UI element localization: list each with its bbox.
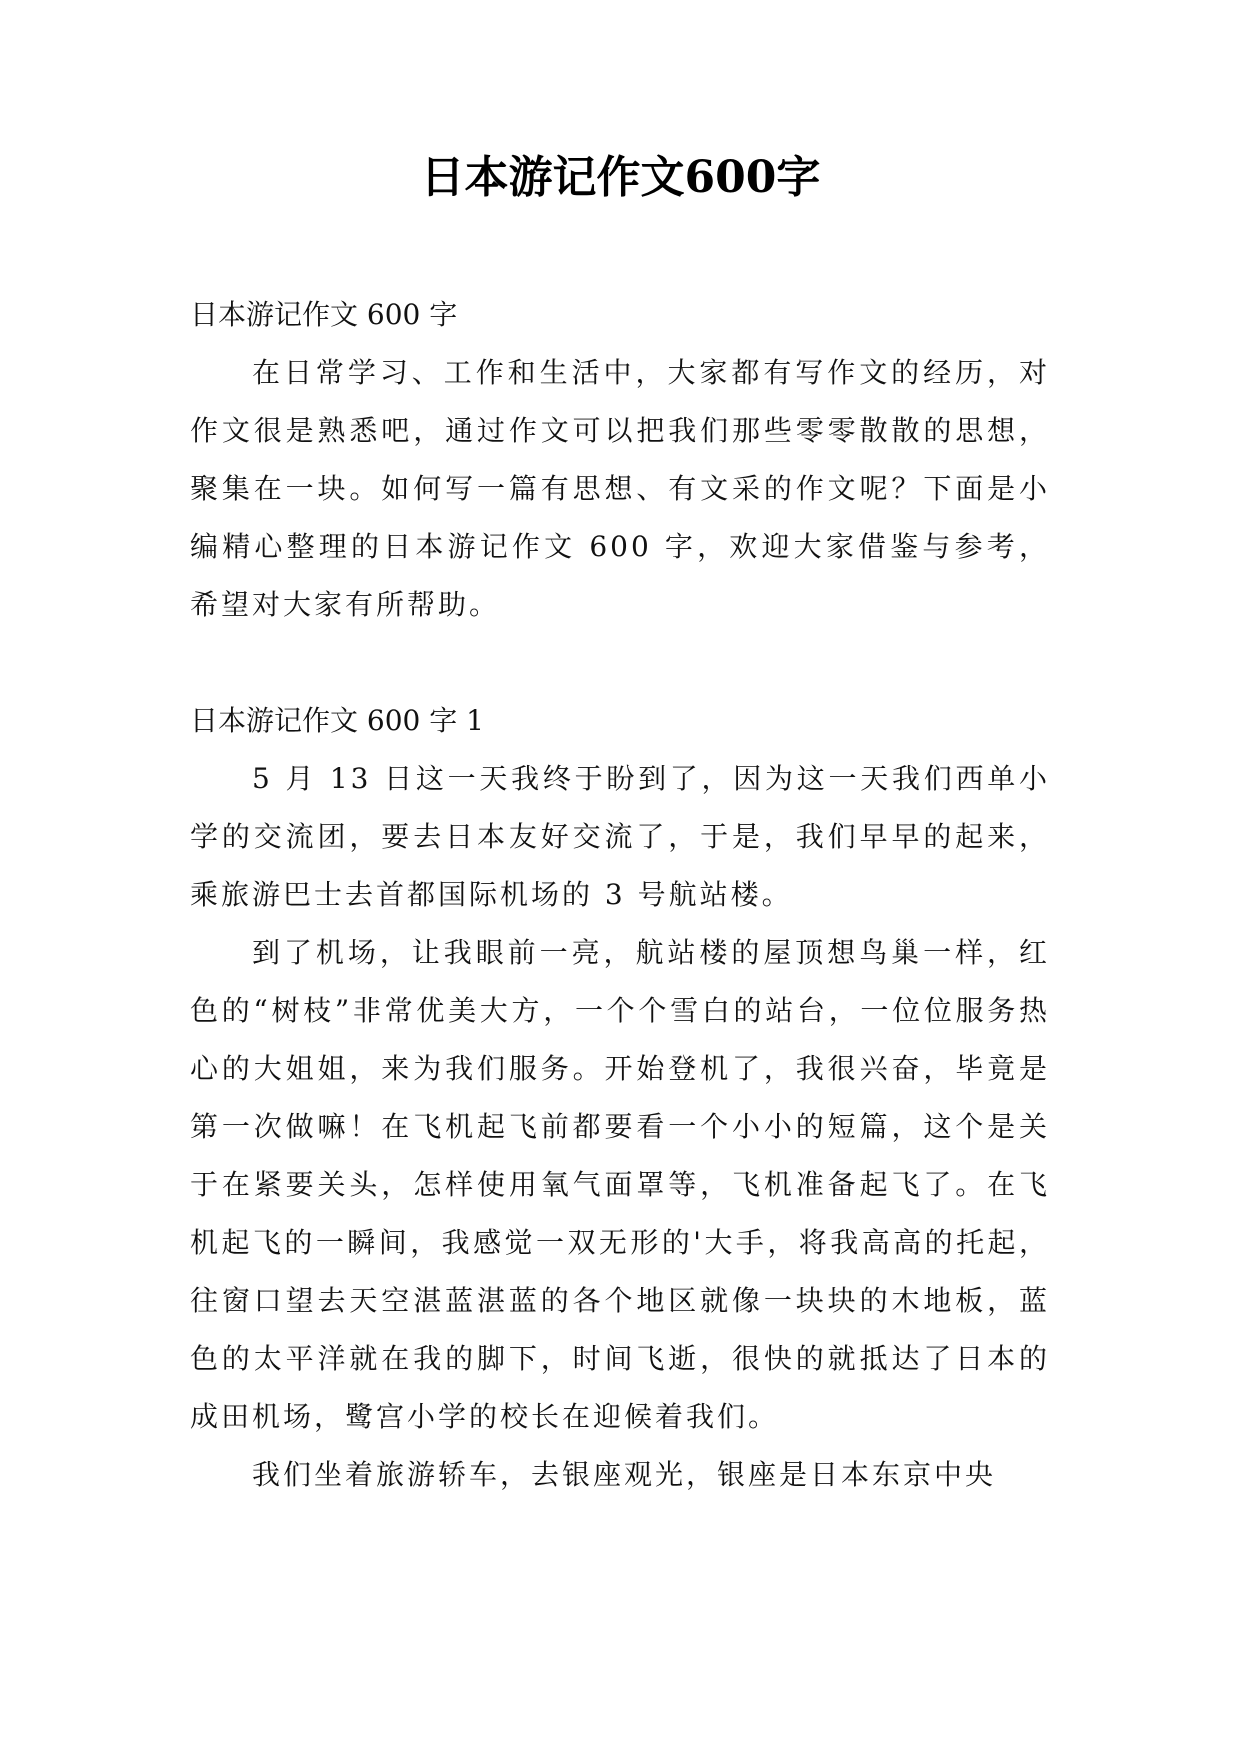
intro-paragraph: 在日常学习、工作和生活中，大家都有写作文的经历，对作文很是熟悉吧，通过作文可以把我们那些零零散散的思想，聚集在一块。如何写一篇有思想、有文采的作文呢？下面是小编精心整理的日本游记作文 600 字，欢迎大家借鉴与参考，希望对大家有所帮助。 [190,356,1050,621]
essay-paragraph: 5 月 13 日这一天我终于盼到了，因为这一天我们西单小学的交流团，要去日本友好交流了，于是，我们早早的起来，乘旅游巴士去首都国际机场的 3 号航站楼。 [190,762,1050,911]
intro-heading: 日本游记作文 600 字 [190,298,458,331]
essay-paragraph: 我们坐着旅游轿车，去银座观光，银座是日本东京中央 [252,1458,997,1491]
document-title: 日本游记作文600字 [420,152,821,203]
essay-heading: 日本游记作文 600 字 1 [190,704,484,737]
essay-paragraph: 到了机场，让我眼前一亮，航站楼的屋顶想鸟巢一样，红色的“树枝”非常优美大方，一个个雪白的站台，一位位服务热心的大姐姐，来为我们服务。开始登机了，我很兴奋，毕竟是第一次做嘛！在飞机起飞前都要看一个小小的短篇，这个是关于在紧要关头，怎样使用氧气面罩等，飞机准备起飞了。在飞机起飞的一瞬间，我感觉一双无形的'大手，将我高高的托起，往窗口望去天空湛蓝湛蓝的各个地区就像一块块的木地板，蓝色的太平洋就在我的脚下，时间飞逝，很快的就抵达了日本的成田机场，鹭宫小学的校长在迎候着我们。 [190,936,1050,1433]
document-body [190,286,1050,1504]
section-spacer [190,634,1050,692]
